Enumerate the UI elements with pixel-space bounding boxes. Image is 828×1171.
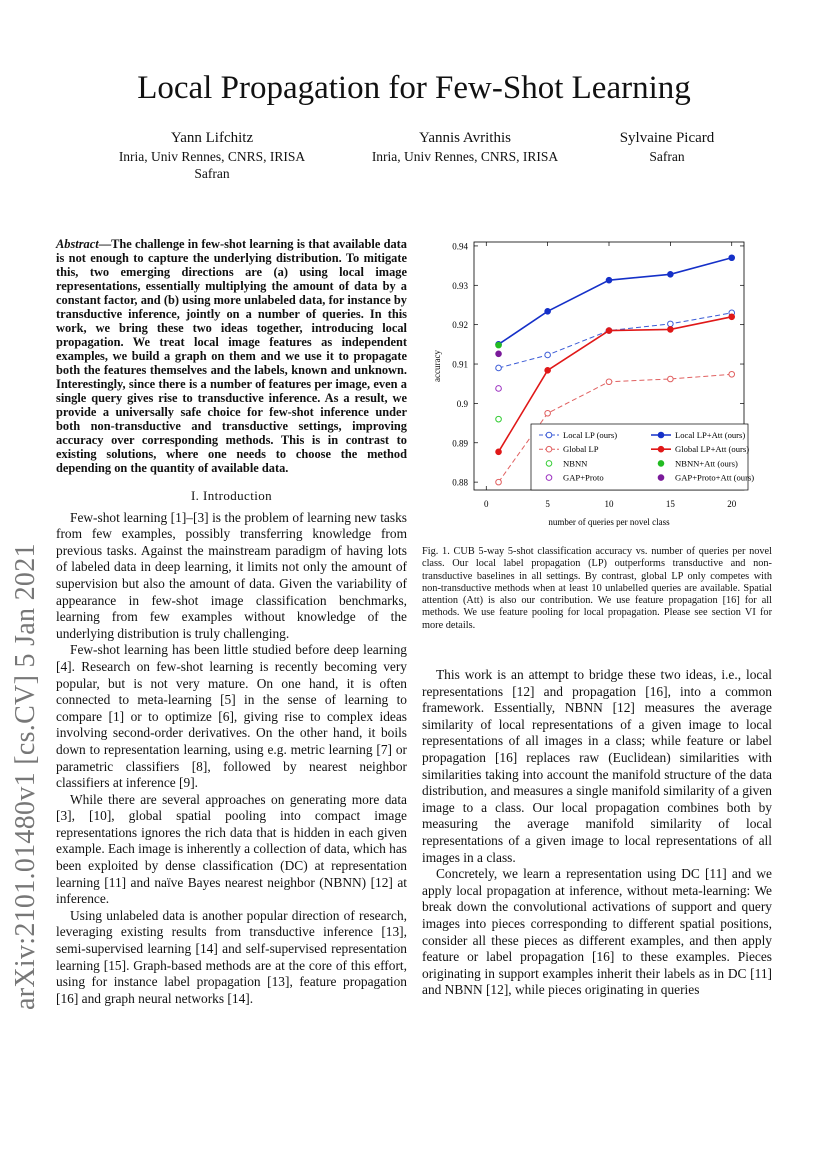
- y-tick-label: 0.9: [456, 398, 468, 409]
- legend-marker: [658, 475, 664, 481]
- legend-label: NBNN: [563, 458, 588, 469]
- data-point: [606, 379, 612, 385]
- paper-title: Local Propagation for Few-Shot Learning: [137, 70, 691, 106]
- accuracy-chart: [424, 232, 776, 532]
- data-point: [729, 371, 735, 377]
- legend-label: Local LP (ours): [563, 430, 618, 440]
- left-column: [56, 237, 407, 1007]
- data-point: [668, 327, 674, 333]
- y-axis-label: accuracy: [432, 350, 442, 382]
- data-point: [496, 351, 502, 357]
- abstract: [56, 237, 407, 475]
- arxiv-identifier: arXiv:2101.01480v1 [cs.CV] 5 Jan 2021: [10, 543, 41, 1010]
- data-point: [545, 410, 551, 416]
- data-point: [496, 342, 502, 348]
- legend-marker: [658, 446, 664, 452]
- author-affiliation: Inria, Univ Rennes, CNRS, IRISA: [118, 149, 306, 164]
- data-point: [668, 271, 674, 277]
- data-point: [729, 255, 735, 261]
- legend-label: NBNN+Att (ours): [675, 458, 738, 469]
- legend-label: Global LP: [563, 444, 599, 455]
- x-tick-label: 15: [665, 499, 675, 509]
- right-column: [422, 667, 772, 999]
- paragraph: Concretely, we learn a representation using DC [11] and we apply local propagation at inference, without meta-learning: We break down the convolutional activations of support and query images into pieces corresponding to different spatial positions, consider all these pieces as different examples, and then apply feature or label propagation [16] to these examples. Pieces originating in support examples inherit their labels as in DC [11] and NBNN [12], while pieces originating in queries: [422, 866, 772, 998]
- x-tick-label: 20: [727, 499, 737, 509]
- data-point: [606, 277, 612, 283]
- legend-label: GAP+Proto+Att (ours): [675, 472, 755, 483]
- legend-label: Global LP+Att (ours): [675, 444, 750, 455]
- data-point: [668, 376, 674, 382]
- legend-marker: [546, 461, 552, 467]
- x-tick-label: 5: [545, 499, 550, 509]
- data-point: [606, 328, 612, 334]
- y-tick-label: 0.93: [452, 280, 468, 291]
- data-point: [545, 368, 551, 374]
- section-heading: I. Introduction: [190, 488, 273, 503]
- legend-label: Local LP+Att (ours): [675, 430, 746, 440]
- author-block-3: [602, 129, 732, 165]
- y-tick-label: 0.88: [452, 477, 468, 488]
- data-point: [496, 449, 502, 455]
- paragraph: Using unlabeled data is another popular direction of research, leveraging existing results from transductive inference [13], semi-supervised learning [14] and self-supervised representation learning [15]. Graph-based methods are at the core of this effort, using for instance label propagation [13], feature propagation [16] and graph neural networks [14].: [56, 907, 407, 1006]
- author-name: Sylvaine Picard: [619, 130, 715, 146]
- data-point: [545, 352, 551, 358]
- author-affiliation: Inria, Univ Rennes, CNRS, IRISA: [371, 149, 559, 164]
- author-affiliation: Safran: [649, 149, 685, 164]
- legend-marker: [658, 461, 664, 467]
- legend-marker: [658, 432, 664, 438]
- data-point: [496, 416, 502, 422]
- paragraph: Few-shot learning [1]–[3] is the problem of learning new tasks from few examples, possibly transferring knowledge from previous tasks. Against the mainstream paradigm of having lots of labeled data in deep learning, it limits not only the amount of supervision but also the amount of data. Given the variability of appearance in few-shot image classification benchmarks, learning from few examples without knowledge of the underlying distribution is truly challenging.: [56, 509, 407, 641]
- y-tick-label: 0.89: [452, 438, 468, 449]
- abstract-label: Abstract: [56, 237, 99, 251]
- data-point: [496, 386, 502, 392]
- author-affiliation: Safran: [194, 166, 230, 181]
- y-tick-label: 0.92: [452, 320, 468, 331]
- data-point: [545, 308, 551, 314]
- x-tick-label: 0: [484, 499, 489, 509]
- author-block-2: [360, 129, 570, 165]
- y-tick-label: 0.94: [452, 241, 468, 252]
- figure-caption: Fig. 1. CUB 5-way 5-shot classification accuracy vs. number of queries per novel class. Our local label propagation (LP) outperforms transductive and non-transductive baselines in all settings. By contrast, global LP only competes with non-transductive methods when at least 10 unlabelled queries are available. Spatial attention (Att) is also our contribution. We use feature propagation [16] for all methods. We use feature pooling for local propagation. Please see section VI for more details.: [422, 546, 772, 631]
- data-point: [668, 321, 674, 327]
- x-tick-label: 10: [604, 499, 614, 509]
- paragraph: Few-shot learning has been little studied before deep learning [4]. Research on few-shot learning is recently becoming very popular, but is not very mature. On one hand, it is often connected to meta-learning [5] in the sense of learning to compare [1] or to optimize [6], giving rise to complex ideas involving second-order derivatives. On the other hand, it boils down to representation learning, using e.g. metric learning [7] or parametric classifiers [8], followed by nearest neighbor classifiers at inference [9].: [56, 642, 407, 791]
- x-axis-label: number of queries per novel class: [548, 517, 670, 527]
- author-block-1: [112, 129, 312, 182]
- legend-marker: [546, 446, 552, 452]
- paragraph: This work is an attempt to bridge these two ideas, i.e., local representations [12] and propagation [16], into a common framework. Essentially, NBNN [12] measures the average similarity of local representations of a given image to local representations of all images in a class; while feature or label propagation [16] replaces raw (Euclidean) similarities with similarities taking into account the manifold structure of the data distribution, and measures a single manifold similarity of a given image to a class. Our local propagation combines both by measuring the average manifold similarity of local representations of a given image to local representations of all images in a class.: [422, 667, 772, 865]
- data-point: [496, 479, 502, 485]
- author-name: Yannis Avrithis: [419, 130, 511, 146]
- legend-marker: [546, 475, 552, 481]
- paragraph: While there are several approaches on generating more data [3], [10], global spatial pooling into compact image representations ignores the rich data that is hidden in each given example. Each image is inherently a collection of data, which has been exploited by dense classification (DC) at representation learning [11] and naïve Bayes nearest neighbor (NBNN) [12] at inference.: [56, 791, 408, 907]
- y-tick-label: 0.91: [452, 359, 468, 370]
- legend-label: GAP+Proto: [563, 472, 604, 483]
- legend-marker: [546, 432, 552, 438]
- abstract-text: —The challenge in few-shot learning is that available data is not enough to capture the underlying distribution. To mitigate this, two emerging directions are (a) using local image representations, essentially multiplying the amount of data by a constant factor, and (b) using more unlabeled data, for instance by transductive inference, jointly on a number of queries. In this work, we bring these two ideas together, introducing local propagation. We treat local image features as independent examples, we build a graph on them and we use it to propagate both the features themselves and the labels, known and unknown. Interestingly, since there is a number of features per image, even a single query gives rise to transductive inference. As a result, we provide a universally safe choice for few-shot inference under both non-transductive and transductive settings, improving accuracy over corresponding methods. This is in contrast to existing solutions, where one needs to choose the method depending on the quantity of available data.: [56, 237, 407, 475]
- data-point: [496, 365, 502, 371]
- data-point: [729, 314, 735, 320]
- author-name: Yann Lifchitz: [170, 130, 254, 146]
- series-line: [499, 258, 732, 345]
